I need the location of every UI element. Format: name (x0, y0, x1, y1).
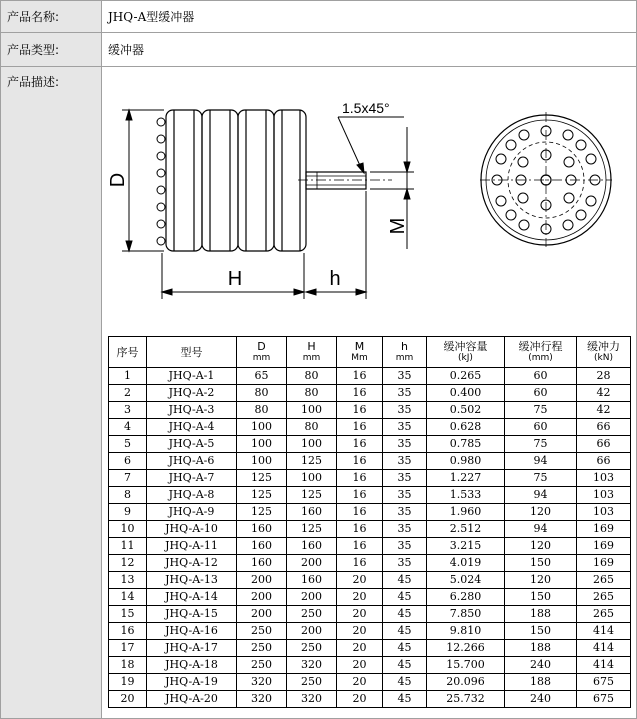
table-cell: 250 (237, 623, 287, 640)
col-header: 序号 (109, 337, 147, 368)
table-cell: 188 (505, 640, 577, 657)
table-cell: 35 (383, 436, 427, 453)
table-cell: 15 (109, 606, 147, 623)
table-cell: 11 (109, 538, 147, 555)
table-cell: 75 (505, 402, 577, 419)
table-cell: 45 (383, 691, 427, 708)
table-cell: 0.265 (427, 368, 505, 385)
table-cell: 42 (577, 385, 631, 402)
table-cell: 265 (577, 572, 631, 589)
buffer-side-view (157, 110, 392, 251)
table-row (109, 538, 631, 555)
table-cell: 16 (337, 453, 383, 470)
table-cell: JHQ-A-7 (147, 470, 237, 487)
table-cell: 160 (237, 555, 287, 572)
table-cell: 125 (237, 487, 287, 504)
model-parameter-table (108, 336, 631, 708)
table-cell: 100 (287, 470, 337, 487)
table-cell: 188 (505, 674, 577, 691)
table-cell: 10 (109, 521, 147, 538)
table-cell: 45 (383, 640, 427, 657)
table-cell: JHQ-A-12 (147, 555, 237, 572)
table-cell: JHQ-A-2 (147, 385, 237, 402)
table-cell: 103 (577, 470, 631, 487)
buffer-front-view (480, 112, 612, 247)
table-cell: 200 (237, 572, 287, 589)
dim-M-label: M (387, 217, 409, 235)
table-cell: 14 (109, 589, 147, 606)
table-cell: 100 (237, 453, 287, 470)
table-cell: 250 (287, 606, 337, 623)
table-cell: 16 (337, 521, 383, 538)
table-row (109, 623, 631, 640)
table-cell: 5.024 (427, 572, 505, 589)
product-name-value: JHQ-A型缓冲器 (102, 1, 637, 33)
table-cell: 160 (287, 572, 337, 589)
table-row (109, 657, 631, 674)
table-cell: JHQ-A-15 (147, 606, 237, 623)
table-row (109, 470, 631, 487)
table-cell: JHQ-A-9 (147, 504, 237, 521)
table-cell: 35 (383, 419, 427, 436)
table-cell: 160 (237, 538, 287, 555)
table-cell: 4.019 (427, 555, 505, 572)
table-cell: 75 (505, 436, 577, 453)
table-cell: 6.280 (427, 589, 505, 606)
table-cell: 200 (287, 589, 337, 606)
table-cell: 125 (287, 487, 337, 504)
table-cell: 200 (287, 555, 337, 572)
table-cell: JHQ-A-17 (147, 640, 237, 657)
col-header: M Mm (337, 337, 383, 368)
table-cell: 25.732 (427, 691, 505, 708)
table-cell: 100 (237, 419, 287, 436)
dim-D-label: D (107, 172, 129, 188)
table-cell: 120 (505, 504, 577, 521)
table-cell: 66 (577, 419, 631, 436)
table-cell: 2.512 (427, 521, 505, 538)
product-desc-label: 产品描述: (1, 67, 102, 719)
table-cell: 19 (109, 674, 147, 691)
table-cell: 6 (109, 453, 147, 470)
col-header: 缓冲力 (kN) (577, 337, 631, 368)
table-cell: 35 (383, 470, 427, 487)
table-cell: 150 (505, 589, 577, 606)
table-cell: 13 (109, 572, 147, 589)
chamfer-label: 1.5x45° (342, 100, 390, 116)
table-cell: JHQ-A-13 (147, 572, 237, 589)
table-cell: 94 (505, 521, 577, 538)
product-name-row (1, 1, 637, 33)
table-cell: 675 (577, 674, 631, 691)
table-cell: 60 (505, 419, 577, 436)
table-cell: 1 (109, 368, 147, 385)
table-cell: JHQ-A-5 (147, 436, 237, 453)
table-cell: 100 (287, 402, 337, 419)
col-header: h mm (383, 337, 427, 368)
table-cell: 60 (505, 368, 577, 385)
table-cell: 160 (287, 504, 337, 521)
col-header: H mm (287, 337, 337, 368)
table-row (109, 674, 631, 691)
dim-H-label: H (227, 268, 243, 290)
table-cell: JHQ-A-18 (147, 657, 237, 674)
table-cell: JHQ-A-8 (147, 487, 237, 504)
table-cell: 94 (505, 487, 577, 504)
table-cell: 3 (109, 402, 147, 419)
table-cell: 16 (109, 623, 147, 640)
table-cell: 0.502 (427, 402, 505, 419)
table-row (109, 368, 631, 385)
table-cell: 5 (109, 436, 147, 453)
table-cell: 20 (337, 606, 383, 623)
table-cell: 0.628 (427, 419, 505, 436)
table-cell: 414 (577, 657, 631, 674)
ring-2 (202, 110, 238, 251)
col-header: 型号 (147, 337, 237, 368)
table-cell: 103 (577, 504, 631, 521)
table-cell: 250 (287, 674, 337, 691)
table-cell: 1.227 (427, 470, 505, 487)
table-cell: 250 (237, 640, 287, 657)
product-desc-row (1, 67, 637, 719)
table-cell: JHQ-A-20 (147, 691, 237, 708)
table-cell: 120 (505, 572, 577, 589)
table-cell: 2 (109, 385, 147, 402)
table-cell: 250 (237, 657, 287, 674)
table-cell: 188 (505, 606, 577, 623)
table-cell: 169 (577, 521, 631, 538)
table-cell: 17 (109, 640, 147, 657)
table-cell: 16 (337, 419, 383, 436)
chamfer-callout (338, 117, 404, 173)
table-row (109, 487, 631, 504)
table-cell: 16 (337, 538, 383, 555)
table-cell: 35 (383, 385, 427, 402)
table-cell: 60 (505, 385, 577, 402)
table-row (109, 453, 631, 470)
table-row (109, 555, 631, 572)
col-header: 缓冲容量 (kJ) (427, 337, 505, 368)
table-cell: 414 (577, 640, 631, 657)
table-cell: 265 (577, 606, 631, 623)
table-cell: 160 (237, 521, 287, 538)
product-description (102, 67, 636, 716)
table-cell: 0.980 (427, 453, 505, 470)
table-row (109, 640, 631, 657)
table-cell: 20 (109, 691, 147, 708)
table-cell: 45 (383, 623, 427, 640)
table-cell: 250 (287, 640, 337, 657)
table-cell: 12.266 (427, 640, 505, 657)
table-cell: 169 (577, 555, 631, 572)
table-cell: 15.700 (427, 657, 505, 674)
table-cell: 3.215 (427, 538, 505, 555)
table-cell: 1.960 (427, 504, 505, 521)
table-cell: 45 (383, 589, 427, 606)
table-cell: 94 (505, 453, 577, 470)
table-cell: 4 (109, 419, 147, 436)
table-cell: 9.810 (427, 623, 505, 640)
table-cell: 12 (109, 555, 147, 572)
table-cell: 100 (287, 436, 337, 453)
table-cell: 20 (337, 623, 383, 640)
table-row (109, 606, 631, 623)
table-cell: 35 (383, 453, 427, 470)
table-cell: JHQ-A-1 (147, 368, 237, 385)
table-cell: 169 (577, 538, 631, 555)
table-cell: 125 (237, 470, 287, 487)
table-cell: 265 (577, 589, 631, 606)
table-cell: 35 (383, 521, 427, 538)
table-cell: 200 (237, 606, 287, 623)
table-cell: 1.533 (427, 487, 505, 504)
table-cell: 20 (337, 572, 383, 589)
table-cell: 42 (577, 402, 631, 419)
table-cell: 20 (337, 691, 383, 708)
table-cell: 80 (287, 419, 337, 436)
table-cell: JHQ-A-16 (147, 623, 237, 640)
table-cell: 18 (109, 657, 147, 674)
ring-4 (274, 110, 306, 251)
table-cell: 16 (337, 487, 383, 504)
table-cell: 20 (337, 674, 383, 691)
table-cell: 35 (383, 368, 427, 385)
table-row (109, 504, 631, 521)
table-cell: 16 (337, 555, 383, 572)
table-cell: 150 (505, 555, 577, 572)
table-cell: 45 (383, 674, 427, 691)
table-cell: 66 (577, 453, 631, 470)
table-cell: 35 (383, 555, 427, 572)
table-cell: 160 (287, 538, 337, 555)
threaded-stud (306, 172, 366, 189)
table-cell: JHQ-A-4 (147, 419, 237, 436)
table-cell: 125 (287, 521, 337, 538)
table-cell: 35 (383, 487, 427, 504)
table-cell: 20 (337, 640, 383, 657)
table-cell: 320 (287, 691, 337, 708)
table-cell: JHQ-A-19 (147, 674, 237, 691)
table-cell: 28 (577, 368, 631, 385)
table-cell: 45 (383, 572, 427, 589)
table-cell: 16 (337, 385, 383, 402)
table-row (109, 385, 631, 402)
table-cell: 80 (287, 385, 337, 402)
table-cell: 35 (383, 504, 427, 521)
table-cell: 20 (337, 657, 383, 674)
table-cell: 16 (337, 402, 383, 419)
product-name-label: 产品名称: (1, 1, 102, 33)
table-cell: 125 (287, 453, 337, 470)
dim-h-label: h (329, 268, 341, 290)
table-cell: 320 (237, 691, 287, 708)
table-cell: 320 (287, 657, 337, 674)
table-cell: 320 (237, 674, 287, 691)
table-cell: 7 (109, 470, 147, 487)
table-cell: 75 (505, 470, 577, 487)
table-cell: 9 (109, 504, 147, 521)
table-cell: 7.850 (427, 606, 505, 623)
table-cell: 80 (287, 368, 337, 385)
table-row (109, 436, 631, 453)
table-cell: JHQ-A-10 (147, 521, 237, 538)
table-row (109, 402, 631, 419)
table-header-row (109, 337, 631, 368)
table-cell: 66 (577, 436, 631, 453)
col-header: D mm (237, 337, 287, 368)
table-cell: 240 (505, 691, 577, 708)
table-cell: 45 (383, 606, 427, 623)
table-cell: 200 (237, 589, 287, 606)
table-cell: 16 (337, 470, 383, 487)
table-cell: 120 (505, 538, 577, 555)
table-cell: 103 (577, 487, 631, 504)
ring-3 (238, 110, 274, 251)
table-cell: 16 (337, 436, 383, 453)
product-type-row (1, 33, 637, 67)
table-cell: JHQ-A-11 (147, 538, 237, 555)
product-type-value: 缓冲器 (102, 33, 637, 67)
table-cell: 0.785 (427, 436, 505, 453)
technical-drawing (102, 67, 637, 337)
ring-1 (166, 110, 202, 251)
table-cell: JHQ-A-6 (147, 453, 237, 470)
table-cell: 675 (577, 691, 631, 708)
table-cell: 35 (383, 402, 427, 419)
table-row (109, 572, 631, 589)
table-cell: 20.096 (427, 674, 505, 691)
table-cell: 414 (577, 623, 631, 640)
table-row (109, 521, 631, 538)
table-cell: 20 (337, 589, 383, 606)
table-cell: 200 (287, 623, 337, 640)
table-cell: 16 (337, 368, 383, 385)
table-cell: 8 (109, 487, 147, 504)
table-cell: 150 (505, 623, 577, 640)
side-holes (157, 118, 165, 245)
table-cell: 240 (505, 657, 577, 674)
table-cell: JHQ-A-3 (147, 402, 237, 419)
table-cell: 45 (383, 657, 427, 674)
table-cell: 100 (237, 436, 287, 453)
table-cell: 80 (237, 385, 287, 402)
table-cell: 16 (337, 504, 383, 521)
product-type-label: 产品类型: (1, 33, 102, 67)
table-cell: 80 (237, 402, 287, 419)
table-cell: 0.400 (427, 385, 505, 402)
table-body (109, 368, 631, 708)
table-row (109, 589, 631, 606)
product-desc-cell (102, 67, 637, 719)
col-header: 缓冲行程 (mm) (505, 337, 577, 368)
table-cell: 65 (237, 368, 287, 385)
table-cell: JHQ-A-14 (147, 589, 237, 606)
table-cell: 35 (383, 538, 427, 555)
table-row (109, 419, 631, 436)
table-row (109, 691, 631, 708)
table-cell: 125 (237, 504, 287, 521)
